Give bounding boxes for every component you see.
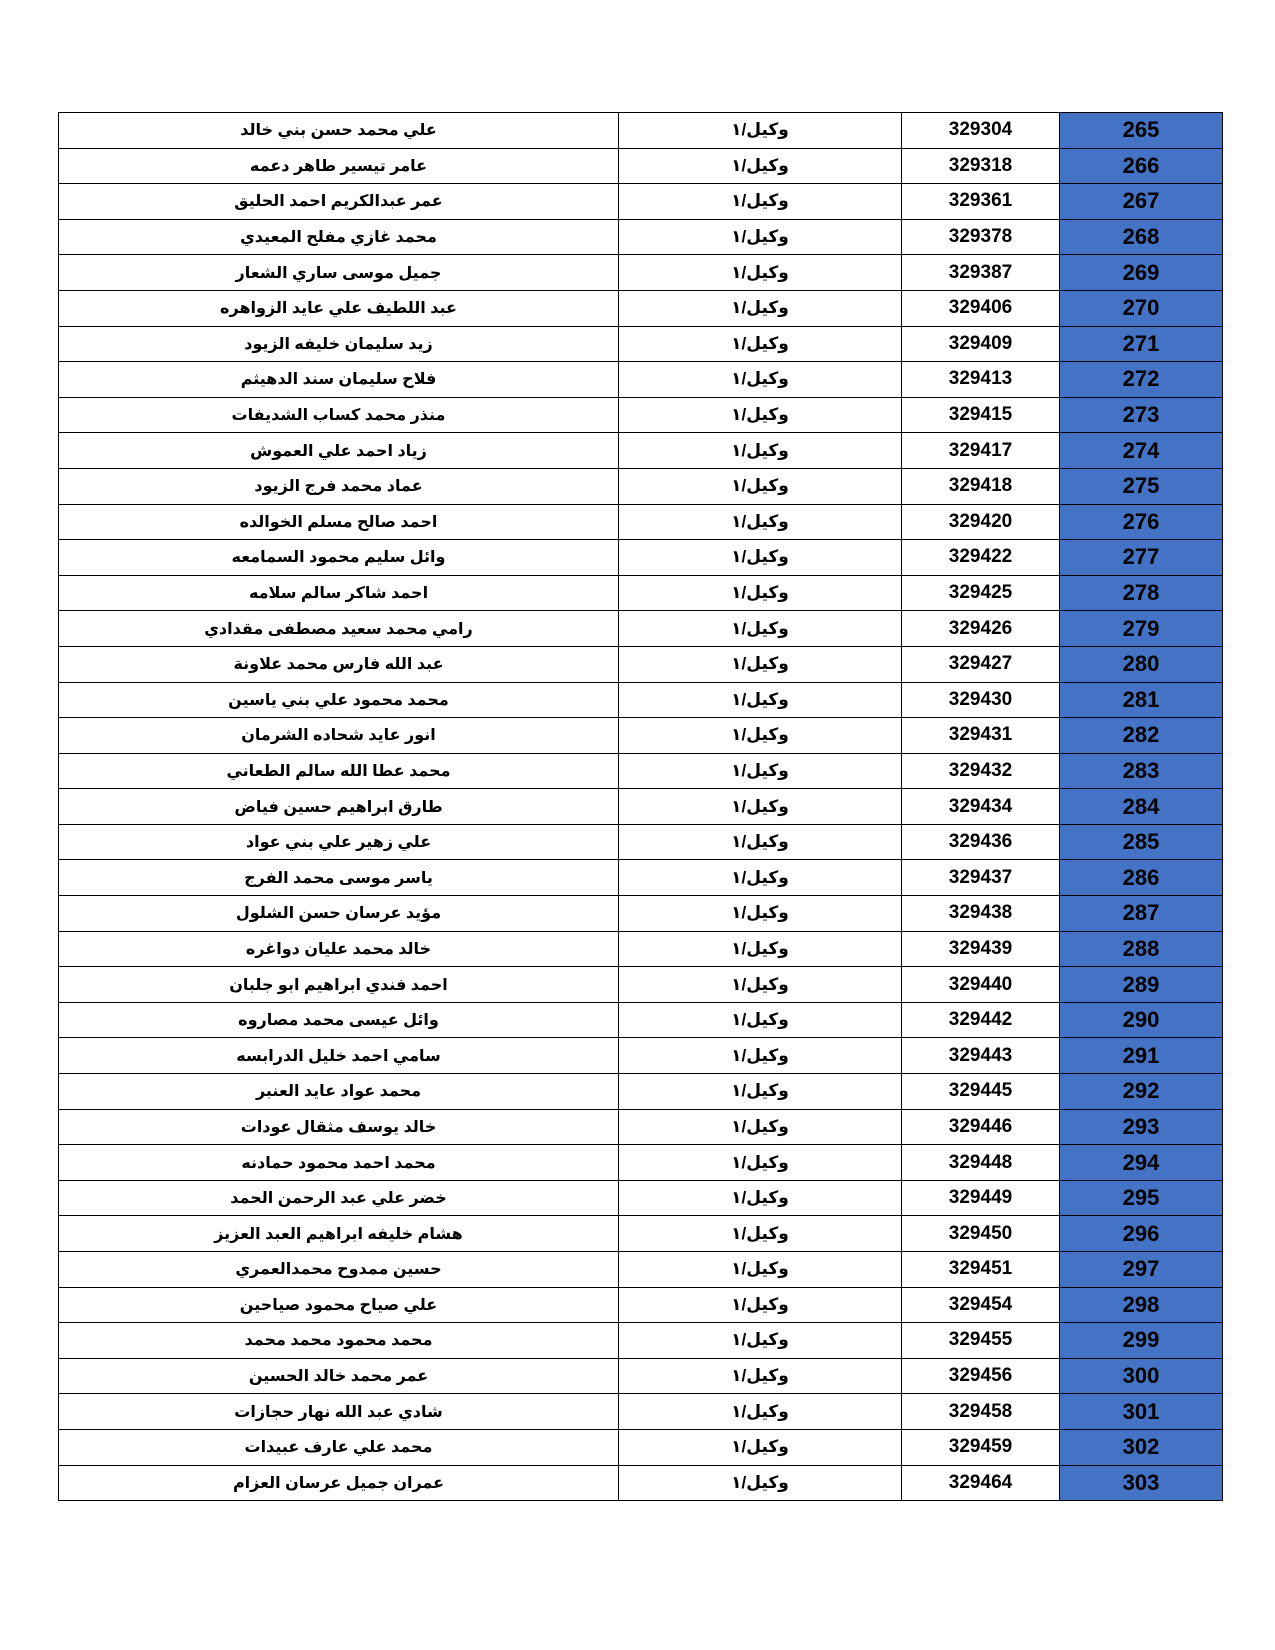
table-row — [59, 504, 1223, 540]
rank-cell: وكيل/١ — [619, 682, 902, 718]
table-row — [59, 326, 1223, 362]
rank-cell: وكيل/١ — [619, 718, 902, 754]
person-name-cell: مؤيد عرسان حسن الشلول — [59, 896, 619, 932]
row-number-cell: 274 — [1060, 433, 1223, 469]
rank-cell: وكيل/١ — [619, 931, 902, 967]
rank-cell: وكيل/١ — [619, 148, 902, 184]
id-number-cell: 329437 — [902, 860, 1060, 896]
row-number-cell: 277 — [1060, 540, 1223, 576]
table-row — [59, 1002, 1223, 1038]
id-number-cell: 329443 — [902, 1038, 1060, 1074]
person-name-cell: سامي احمد خليل الدرابسه — [59, 1038, 619, 1074]
id-number-cell: 329458 — [902, 1394, 1060, 1430]
person-name-cell: عبد الله فارس محمد علاونة — [59, 646, 619, 682]
table-row — [59, 1287, 1223, 1323]
table-row — [59, 1394, 1223, 1430]
id-number-cell: 329445 — [902, 1074, 1060, 1110]
id-number-cell: 329318 — [902, 148, 1060, 184]
row-number-cell: 272 — [1060, 362, 1223, 398]
id-number-cell: 329417 — [902, 433, 1060, 469]
table-row — [59, 255, 1223, 291]
person-name-cell: علي زهير علي بني عواد — [59, 824, 619, 860]
person-name-cell: انور عايد شحاده الشرمان — [59, 718, 619, 754]
row-number-cell: 295 — [1060, 1180, 1223, 1216]
table-row — [59, 967, 1223, 1003]
row-number-cell: 301 — [1060, 1394, 1223, 1430]
row-number-cell: 289 — [1060, 967, 1223, 1003]
row-number-cell: 287 — [1060, 896, 1223, 932]
person-name-cell: فلاح سليمان سند الدهيثم — [59, 362, 619, 398]
id-number-cell: 329427 — [902, 646, 1060, 682]
id-number-cell: 329456 — [902, 1358, 1060, 1394]
row-number-cell: 278 — [1060, 575, 1223, 611]
id-number-cell: 329361 — [902, 184, 1060, 220]
row-number-cell: 276 — [1060, 504, 1223, 540]
id-number-cell: 329451 — [902, 1252, 1060, 1288]
id-number-cell: 329425 — [902, 575, 1060, 611]
person-name-cell: هشام خليفه ابراهيم العبد العزيز — [59, 1216, 619, 1252]
person-name-cell: محمد عطا الله سالم الطعاني — [59, 753, 619, 789]
person-name-cell: محمد محمود محمد محمد — [59, 1323, 619, 1359]
table-row — [59, 931, 1223, 967]
person-name-cell: عمر محمد خالد الحسين — [59, 1358, 619, 1394]
row-number-cell: 292 — [1060, 1074, 1223, 1110]
table-row — [59, 1180, 1223, 1216]
rank-cell: وكيل/١ — [619, 1145, 902, 1181]
rank-cell: وكيل/١ — [619, 468, 902, 504]
table-row — [59, 433, 1223, 469]
table-row — [59, 397, 1223, 433]
person-name-cell: جميل موسى ساري الشعار — [59, 255, 619, 291]
person-name-cell: خضر علي عبد الرحمن الحمد — [59, 1180, 619, 1216]
person-name-cell: محمد غازي مفلح المعيدي — [59, 219, 619, 255]
table-row — [59, 1358, 1223, 1394]
rank-cell: وكيل/١ — [619, 1323, 902, 1359]
person-name-cell: عمران جميل عرسان العزام — [59, 1465, 619, 1501]
person-name-cell: محمد عواد عايد العنبر — [59, 1074, 619, 1110]
row-number-cell: 284 — [1060, 789, 1223, 825]
rank-cell: وكيل/١ — [619, 967, 902, 1003]
person-name-cell: وائل سليم محمود السمامعه — [59, 540, 619, 576]
table-row — [59, 148, 1223, 184]
rank-cell: وكيل/١ — [619, 540, 902, 576]
row-number-cell: 269 — [1060, 255, 1223, 291]
row-number-cell: 267 — [1060, 184, 1223, 220]
rank-cell: وكيل/١ — [619, 611, 902, 647]
row-number-cell: 300 — [1060, 1358, 1223, 1394]
id-number-cell: 329459 — [902, 1429, 1060, 1465]
id-number-cell: 329378 — [902, 219, 1060, 255]
table-row — [59, 1323, 1223, 1359]
id-number-cell: 329418 — [902, 468, 1060, 504]
id-number-cell: 329440 — [902, 967, 1060, 1003]
row-number-cell: 294 — [1060, 1145, 1223, 1181]
id-number-cell: 329446 — [902, 1109, 1060, 1145]
rank-cell: وكيل/١ — [619, 504, 902, 540]
table-row — [59, 540, 1223, 576]
row-number-cell: 279 — [1060, 611, 1223, 647]
rank-cell: وكيل/١ — [619, 1002, 902, 1038]
person-name-cell: منذر محمد كساب الشديفات — [59, 397, 619, 433]
row-number-cell: 280 — [1060, 646, 1223, 682]
id-number-cell: 329449 — [902, 1180, 1060, 1216]
rank-cell: وكيل/١ — [619, 1216, 902, 1252]
rank-cell: وكيل/١ — [619, 1287, 902, 1323]
person-name-cell: احمد شاكر سالم سلامه — [59, 575, 619, 611]
table-row — [59, 611, 1223, 647]
row-number-cell: 298 — [1060, 1287, 1223, 1323]
id-number-cell: 329450 — [902, 1216, 1060, 1252]
rank-cell: وكيل/١ — [619, 184, 902, 220]
table-row — [59, 290, 1223, 326]
table-row — [59, 184, 1223, 220]
row-number-cell: 282 — [1060, 718, 1223, 754]
id-number-cell: 329420 — [902, 504, 1060, 540]
row-number-cell: 297 — [1060, 1252, 1223, 1288]
person-name-cell: عامر تيسير طاهر دعمه — [59, 148, 619, 184]
id-number-cell: 329432 — [902, 753, 1060, 789]
person-name-cell: محمد احمد محمود حمادنه — [59, 1145, 619, 1181]
rank-cell: وكيل/١ — [619, 1429, 902, 1465]
person-name-cell: عمر عبدالكريم احمد الحليق — [59, 184, 619, 220]
rank-cell: وكيل/١ — [619, 1252, 902, 1288]
person-name-cell: عماد محمد فرج الزيود — [59, 468, 619, 504]
table-row — [59, 1429, 1223, 1465]
person-name-cell: محمد علي عارف عبيدات — [59, 1429, 619, 1465]
table-row — [59, 753, 1223, 789]
rank-cell: وكيل/١ — [619, 1394, 902, 1430]
row-number-cell: 275 — [1060, 468, 1223, 504]
id-number-cell: 329426 — [902, 611, 1060, 647]
table-row — [59, 682, 1223, 718]
id-number-cell: 329413 — [902, 362, 1060, 398]
person-name-cell: وائل عيسى محمد مصاروه — [59, 1002, 619, 1038]
rank-cell: وكيل/١ — [619, 860, 902, 896]
id-number-cell: 329448 — [902, 1145, 1060, 1181]
person-name-cell: زيد سليمان خليفه الزيود — [59, 326, 619, 362]
table-row — [59, 646, 1223, 682]
roster-table-body — [59, 113, 1223, 1501]
id-number-cell: 329304 — [902, 113, 1060, 149]
row-number-cell: 299 — [1060, 1323, 1223, 1359]
person-name-cell: زياد احمد علي العموش — [59, 433, 619, 469]
row-number-cell: 290 — [1060, 1002, 1223, 1038]
id-number-cell: 329422 — [902, 540, 1060, 576]
id-number-cell: 329431 — [902, 718, 1060, 754]
id-number-cell: 329430 — [902, 682, 1060, 718]
rank-cell: وكيل/١ — [619, 1358, 902, 1394]
table-row — [59, 575, 1223, 611]
row-number-cell: 302 — [1060, 1429, 1223, 1465]
table-row — [59, 1465, 1223, 1501]
id-number-cell: 329409 — [902, 326, 1060, 362]
rank-cell: وكيل/١ — [619, 219, 902, 255]
person-name-cell: عبد اللطيف علي عايد الزواهره — [59, 290, 619, 326]
row-number-cell: 268 — [1060, 219, 1223, 255]
table-row — [59, 718, 1223, 754]
roster-table — [58, 112, 1223, 1501]
rank-cell: وكيل/١ — [619, 1465, 902, 1501]
person-name-cell: احمد صالح مسلم الخوالده — [59, 504, 619, 540]
table-row — [59, 1216, 1223, 1252]
row-number-cell: 296 — [1060, 1216, 1223, 1252]
rank-cell: وكيل/١ — [619, 397, 902, 433]
person-name-cell: محمد محمود علي بني ياسين — [59, 682, 619, 718]
row-number-cell: 303 — [1060, 1465, 1223, 1501]
row-number-cell: 281 — [1060, 682, 1223, 718]
row-number-cell: 283 — [1060, 753, 1223, 789]
row-number-cell: 293 — [1060, 1109, 1223, 1145]
row-number-cell: 266 — [1060, 148, 1223, 184]
rank-cell: وكيل/١ — [619, 433, 902, 469]
rank-cell: وكيل/١ — [619, 362, 902, 398]
row-number-cell: 285 — [1060, 824, 1223, 860]
row-number-cell: 273 — [1060, 397, 1223, 433]
table-row — [59, 824, 1223, 860]
rank-cell: وكيل/١ — [619, 1074, 902, 1110]
roster-sheet — [58, 112, 1222, 1501]
table-row — [59, 1252, 1223, 1288]
table-row — [59, 468, 1223, 504]
rank-cell: وكيل/١ — [619, 575, 902, 611]
id-number-cell: 329442 — [902, 1002, 1060, 1038]
person-name-cell: خالد محمد عليان دواغره — [59, 931, 619, 967]
rank-cell: وكيل/١ — [619, 646, 902, 682]
id-number-cell: 329439 — [902, 931, 1060, 967]
row-number-cell: 271 — [1060, 326, 1223, 362]
person-name-cell: خالد يوسف مثقال عودات — [59, 1109, 619, 1145]
person-name-cell: طارق ابراهيم حسين فياض — [59, 789, 619, 825]
rank-cell: وكيل/١ — [619, 1109, 902, 1145]
row-number-cell: 270 — [1060, 290, 1223, 326]
row-number-cell: 286 — [1060, 860, 1223, 896]
id-number-cell: 329436 — [902, 824, 1060, 860]
rank-cell: وكيل/١ — [619, 290, 902, 326]
table-row — [59, 1145, 1223, 1181]
person-name-cell: علي صياح محمود صياحين — [59, 1287, 619, 1323]
id-number-cell: 329415 — [902, 397, 1060, 433]
id-number-cell: 329387 — [902, 255, 1060, 291]
person-name-cell: ياسر موسى محمد الفرج — [59, 860, 619, 896]
rank-cell: وكيل/١ — [619, 1038, 902, 1074]
rank-cell: وكيل/١ — [619, 789, 902, 825]
rank-cell: وكيل/١ — [619, 1180, 902, 1216]
table-row — [59, 1074, 1223, 1110]
id-number-cell: 329455 — [902, 1323, 1060, 1359]
rank-cell: وكيل/١ — [619, 753, 902, 789]
id-number-cell: 329406 — [902, 290, 1060, 326]
table-row — [59, 219, 1223, 255]
person-name-cell: حسين ممدوح محمدالعمري — [59, 1252, 619, 1288]
person-name-cell: شادي عبد الله نهار حجازات — [59, 1394, 619, 1430]
table-row — [59, 113, 1223, 149]
person-name-cell: احمد فندي ابراهيم ابو جلبان — [59, 967, 619, 1003]
table-row — [59, 896, 1223, 932]
id-number-cell: 329454 — [902, 1287, 1060, 1323]
table-row — [59, 1038, 1223, 1074]
row-number-cell: 291 — [1060, 1038, 1223, 1074]
table-row — [59, 789, 1223, 825]
row-number-cell: 265 — [1060, 113, 1223, 149]
table-row — [59, 1109, 1223, 1145]
rank-cell: وكيل/١ — [619, 113, 902, 149]
row-number-cell: 288 — [1060, 931, 1223, 967]
person-name-cell: رامي محمد سعيد مصطفى مقدادي — [59, 611, 619, 647]
rank-cell: وكيل/١ — [619, 896, 902, 932]
id-number-cell: 329464 — [902, 1465, 1060, 1501]
person-name-cell: علي محمد حسن بني خالد — [59, 113, 619, 149]
table-row — [59, 362, 1223, 398]
rank-cell: وكيل/١ — [619, 326, 902, 362]
rank-cell: وكيل/١ — [619, 824, 902, 860]
rank-cell: وكيل/١ — [619, 255, 902, 291]
id-number-cell: 329434 — [902, 789, 1060, 825]
table-row — [59, 860, 1223, 896]
id-number-cell: 329438 — [902, 896, 1060, 932]
